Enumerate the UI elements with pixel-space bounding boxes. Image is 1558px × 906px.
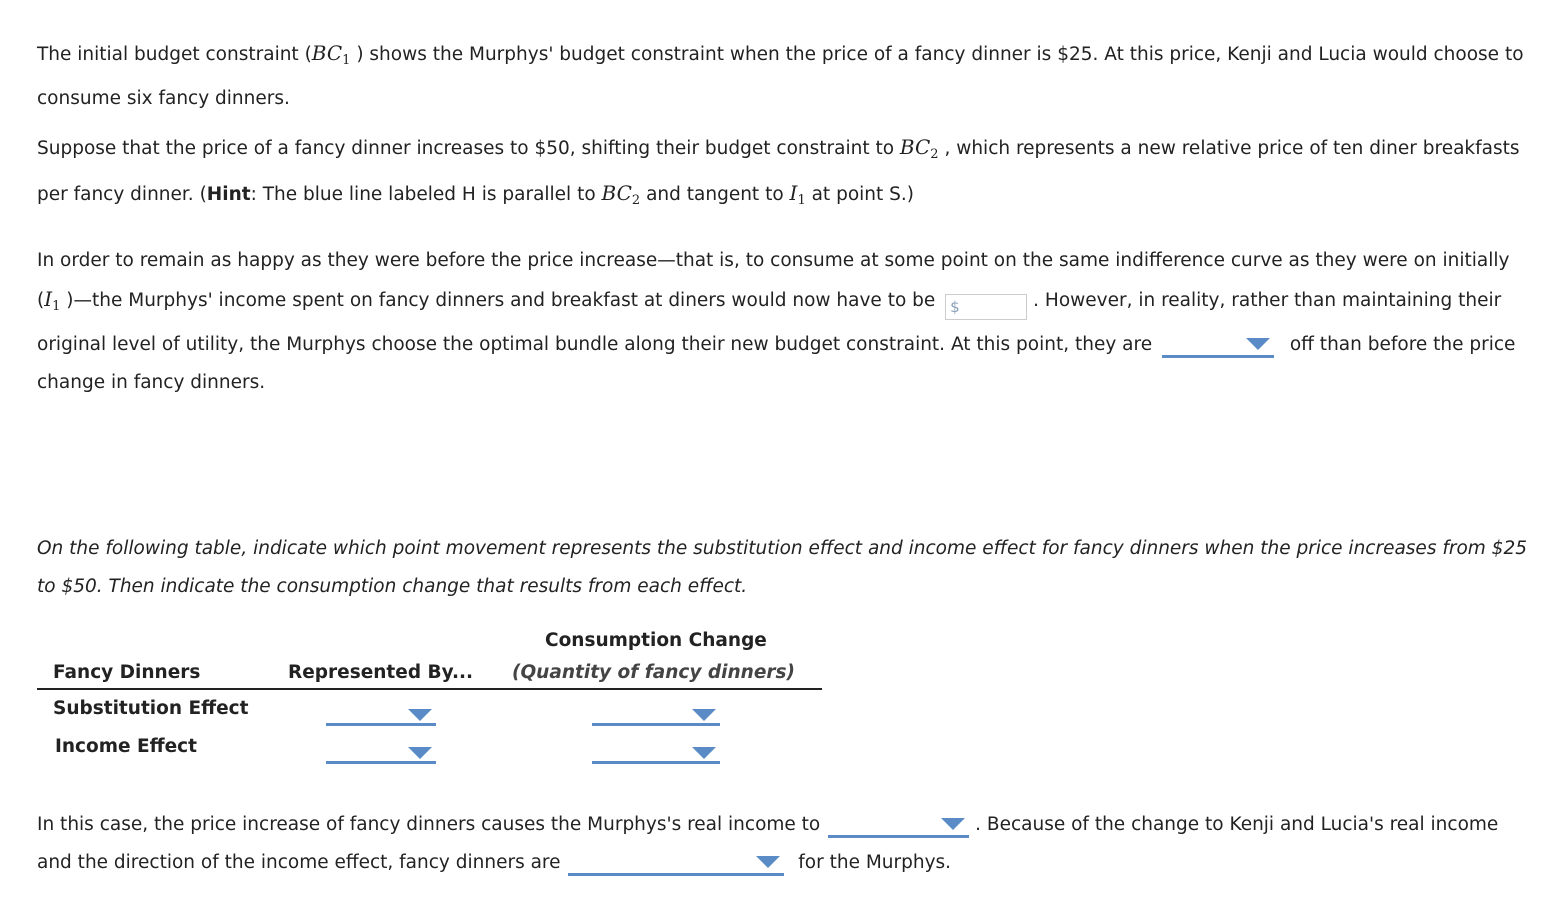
chevron-down-icon[interactable]	[941, 818, 965, 830]
text-segment: )—the Murphys' income spent on fancy dinners and breakfast at diners would now have to be	[60, 290, 942, 311]
text-segment: . Because of the change to Kenji and Lucia's real income and the direction of the income effect, fancy dinners are	[37, 814, 1499, 873]
income-input[interactable]	[945, 294, 1027, 320]
col1-header: Fancy Dinners	[53, 662, 201, 683]
chevron-down-icon[interactable]	[408, 747, 432, 759]
row-label-substitution: Substitution Effect	[53, 698, 249, 719]
col3-header-line2: (Quantity of fancy dinners)	[512, 662, 795, 683]
income-value-field[interactable]	[960, 297, 1020, 319]
text-segment: off than before the price change in fancy dinners.	[37, 334, 1516, 393]
income-represented-by-dropdown[interactable]	[326, 744, 436, 764]
text-segment: , which represents a new relative price of ten diner breakfasts per fancy dinner. (	[37, 138, 1520, 205]
price-increase-paragraph	[37, 128, 1527, 220]
text-segment: Suppose that the price of a fancy dinner increases to $50, shifting their budget constraint to	[37, 138, 900, 159]
text-segment: ) shows the Murphys' budget constraint when the price of a fancy dinner is $25. At this price, Kenji and Lucia would choose to consume six fancy dinners.	[37, 44, 1524, 109]
substitution-represented-by-dropdown[interactable]	[326, 706, 436, 726]
intro-paragraph	[37, 34, 1527, 118]
i1-symbol: $I_1$	[789, 181, 806, 208]
chevron-down-icon[interactable]	[1246, 338, 1270, 350]
real-income-dropdown[interactable]	[828, 814, 969, 838]
text-segment: for the Murphys.	[792, 852, 952, 873]
row-label-income: Income Effect	[55, 736, 197, 757]
currency-symbol: $	[950, 298, 960, 316]
chevron-down-icon[interactable]	[692, 747, 716, 759]
income-consumption-change-dropdown[interactable]	[592, 744, 720, 764]
text-segment: In this case, the price increase of fancy dinners causes the Murphys's real income to	[37, 814, 827, 835]
better-worse-dropdown[interactable]	[1162, 334, 1274, 358]
bc2-symbol: $BC_2$	[899, 135, 939, 162]
chevron-down-icon[interactable]	[756, 856, 780, 868]
compensation-paragraph	[37, 242, 1527, 402]
text-segment: and tangent to	[640, 184, 790, 205]
conclusion-paragraph	[37, 806, 1527, 882]
text-segment: The initial budget constraint (	[37, 44, 312, 65]
i1-symbol: $I_1$	[44, 287, 61, 314]
text-segment: . However, in reality, rather than maintaining their original level of utility, the Murphys choose the optimal bundle along their new budget constraint. At this point, they are	[37, 290, 1502, 355]
text-segment: In order to remain as happy as they were before the price increase—that is, to consume at some point on the same indifference curve as they were on initially (	[37, 250, 1510, 311]
text-segment: : The blue line labeled H is parallel to	[250, 184, 602, 205]
table-instructions: On the following table, indicate which point movement represents the substitution effect and income effect for fancy dinners when the price increases from $25 to $50. Then indicate the consumption change that results from each effect.	[37, 538, 1527, 597]
hint-label: Hint	[206, 184, 251, 205]
col3-header-line1: Consumption Change	[545, 630, 767, 651]
text-segment: at point S.)	[805, 184, 914, 205]
bc1-symbol: $BC_1$	[311, 41, 351, 68]
chevron-down-icon[interactable]	[408, 709, 432, 721]
chevron-down-icon[interactable]	[692, 709, 716, 721]
good-type-dropdown[interactable]	[568, 852, 784, 876]
bc2-symbol: $BC_2$	[601, 181, 641, 208]
col2-header: Represented By...	[288, 662, 474, 683]
table-header-divider	[37, 688, 822, 690]
substitution-consumption-change-dropdown[interactable]	[592, 706, 720, 726]
